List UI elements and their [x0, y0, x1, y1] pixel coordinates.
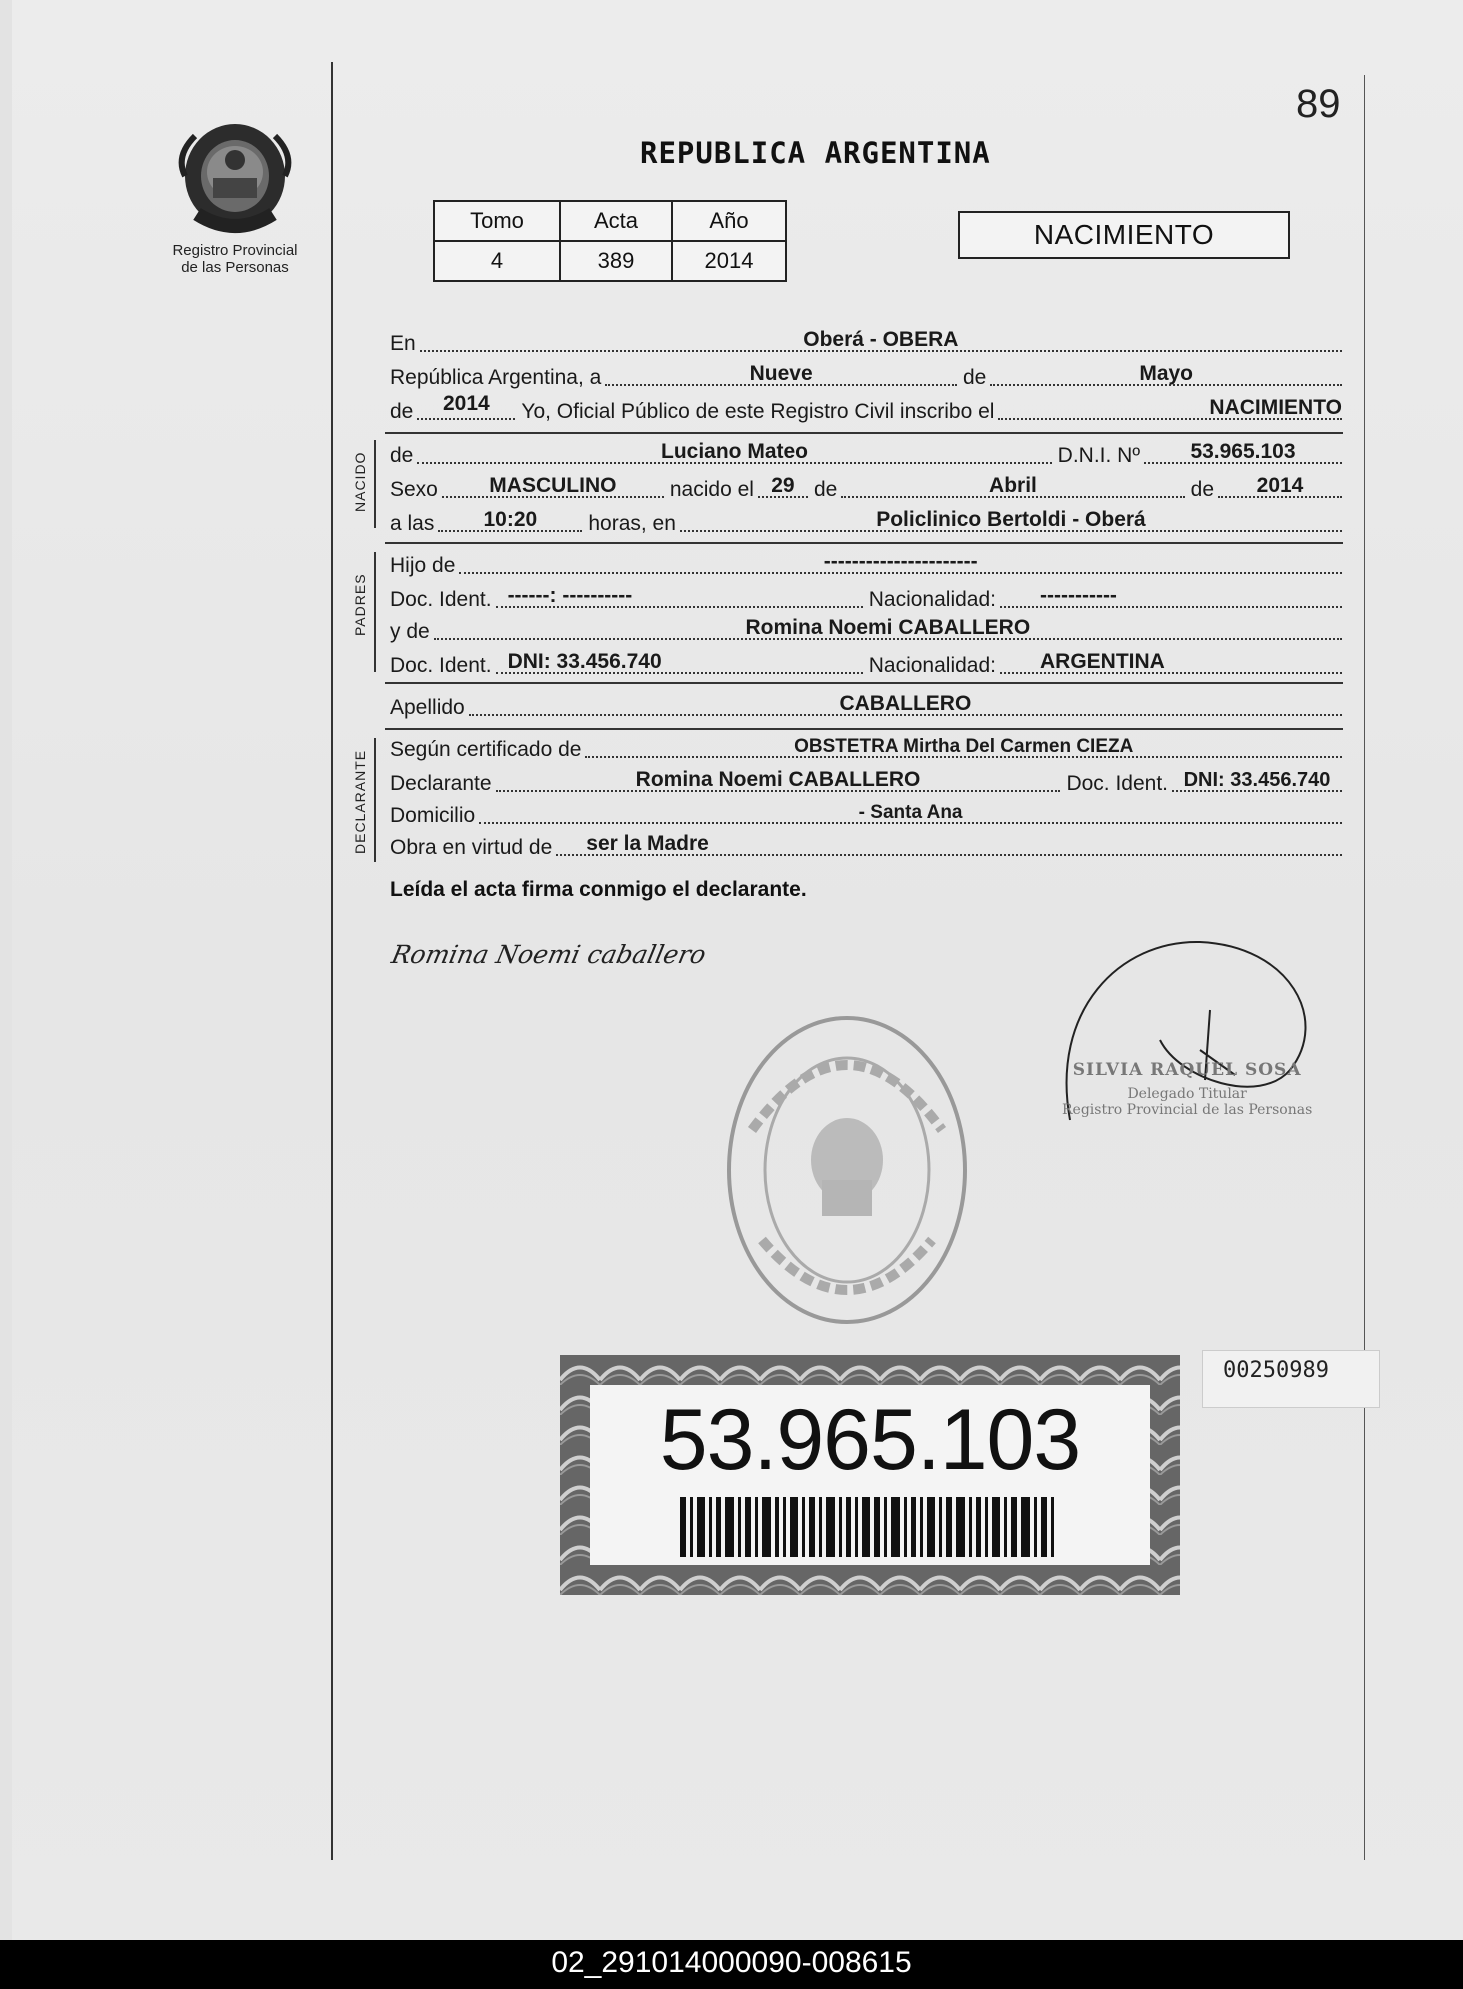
nacido-de-label3: de — [1190, 478, 1214, 501]
row-hijo-de — [390, 546, 1342, 578]
declarante-label: Declarante — [390, 772, 492, 795]
barcode-number: 53.965.103 — [659, 1392, 1081, 1488]
madre-value: Romina Noemi CABALLERO — [745, 616, 1031, 639]
y-de-label: y de — [390, 620, 430, 643]
de2-label: de — [390, 400, 414, 423]
a-las-label: a las — [390, 512, 435, 535]
official-name: SILVIA RAQUEL SOSA — [1072, 1060, 1302, 1080]
row-obra — [390, 828, 1342, 860]
nacido-anio-value: 2014 — [1256, 474, 1304, 497]
row-declarante — [390, 764, 1342, 796]
official-seal-icon — [722, 1010, 972, 1330]
horas-en-label: horas, en — [588, 512, 676, 535]
madre-doc-value: DNI: 33.456.740 — [507, 650, 662, 673]
barcode-sticker — [560, 1355, 1180, 1595]
row-nombre — [390, 436, 1342, 468]
tomo-value: 4 — [434, 241, 560, 281]
en-label: En — [390, 332, 416, 355]
barcode-icon — [680, 1497, 1060, 1557]
padre-nac-label: Nacionalidad: — [868, 588, 996, 611]
row-padre-doc — [390, 580, 1342, 612]
apellido-value: CABALLERO — [839, 692, 972, 715]
scan-id-footer: 02_291014000090-008615 — [0, 1940, 1463, 1989]
anio-header: Año — [672, 201, 786, 241]
de-label: de — [962, 366, 987, 389]
left-margin-rule — [331, 62, 333, 1860]
madre-nac-label: Nacionalidad: — [868, 654, 996, 677]
section-padres-label: PADRES — [352, 573, 368, 636]
certificado-label: Según certificado de — [390, 738, 582, 761]
row-inscribo — [390, 392, 1342, 424]
row-apellido — [390, 688, 1342, 720]
row-domicilio — [390, 796, 1342, 828]
row-fecha — [390, 358, 1342, 390]
madre-nac-value: ARGENTINA — [1040, 650, 1165, 673]
apellido-label: Apellido — [390, 696, 465, 719]
dni-value: 53.965.103 — [1190, 440, 1296, 463]
obra-value: ser la Madre — [586, 832, 709, 855]
dni-label: D.N.I. Nº — [1057, 444, 1140, 467]
section-nacido-label: NACIDO — [352, 451, 368, 512]
declarant-signature: Romina Noemi caballero — [388, 940, 709, 969]
oficial-text: Yo, Oficial Público de este Registro Civil inscribo el — [521, 400, 995, 423]
padre-nac-value: ----------- — [1040, 584, 1117, 607]
obra-label: Obra en virtud de — [390, 836, 553, 859]
tomo-header: Tomo — [434, 201, 560, 241]
row-certificado — [390, 730, 1342, 762]
declarante-value: Romina Noemi CABALLERO — [635, 768, 921, 791]
row-en — [390, 324, 1342, 356]
padre-value: ---------------------- — [823, 550, 978, 573]
document-title: REPUBLICA ARGENTINA — [640, 136, 991, 170]
sexo-label: Sexo — [390, 478, 438, 501]
lugar-value: Policlinico Bertoldi - Oberá — [876, 508, 1146, 531]
row-y-de — [390, 612, 1342, 644]
domicilio-label: Domicilio — [390, 804, 476, 827]
record-type-box: NACIMIENTO — [958, 211, 1290, 259]
page-number: 89 — [1296, 82, 1341, 126]
registry-table — [433, 200, 787, 282]
closing-statement: Leída el acta firma conmigo el declarante. — [390, 878, 807, 901]
official-role: Delegado Titular — [1127, 1086, 1247, 1102]
declarante-doc-label: Doc. Ident. — [1066, 772, 1168, 795]
mes-value: Mayo — [1139, 362, 1194, 385]
dia-value: Nueve — [749, 362, 813, 385]
nacido-de-label2: de — [813, 478, 838, 501]
en-value: Oberá - OBERA — [803, 328, 959, 351]
logo-caption-line2: de las Personas — [181, 259, 289, 276]
nacido-de-label: de — [390, 444, 414, 467]
anio-acta-value: 2014 — [443, 392, 490, 415]
rep-label: República Argentina, a — [390, 366, 602, 389]
nacido-mes-value: Abril — [989, 474, 1037, 497]
inscribo-value: NACIMIENTO — [1209, 396, 1342, 419]
madre-doc-label: Doc. Ident. — [390, 654, 492, 677]
padre-doc-label: Doc. Ident. — [390, 588, 492, 611]
acta-header: Acta — [560, 201, 672, 241]
official-stamp — [1062, 1060, 1312, 1118]
hora-value: 10:20 — [483, 508, 538, 531]
nacido-el-label: nacido el — [669, 478, 754, 501]
provincial-logo — [160, 116, 310, 276]
sexo-value: MASCULINO — [489, 474, 617, 497]
anio-value: 2014 — [672, 241, 786, 281]
certificado-value: OBSTETRA Mirtha Del Carmen CIEZA — [794, 736, 1134, 757]
row-hora — [390, 504, 1342, 536]
section-declarante-label: DECLARANTE — [352, 749, 368, 854]
acta-value: 389 — [560, 241, 672, 281]
logo-caption-line1: Registro Provincial — [172, 242, 298, 259]
nacido-dia-value: 29 — [771, 474, 795, 497]
hijo-de-label: Hijo de — [390, 554, 456, 577]
domicilio-value: - Santa Ana — [858, 802, 963, 823]
padre-doc-value: ------: ---------- — [507, 584, 633, 607]
row-madre-doc — [390, 646, 1342, 678]
official-organization: Registro Provincial de las Personas — [1062, 1102, 1313, 1118]
misiones-emblem-icon — [175, 116, 295, 236]
declarante-doc-value: DNI: 33.456.740 — [1183, 769, 1331, 791]
serial-number: 00250989 — [1202, 1350, 1380, 1408]
nombre-value: Luciano Mateo — [661, 440, 809, 463]
right-margin-rule — [1364, 75, 1365, 1860]
row-sexo — [390, 470, 1342, 502]
